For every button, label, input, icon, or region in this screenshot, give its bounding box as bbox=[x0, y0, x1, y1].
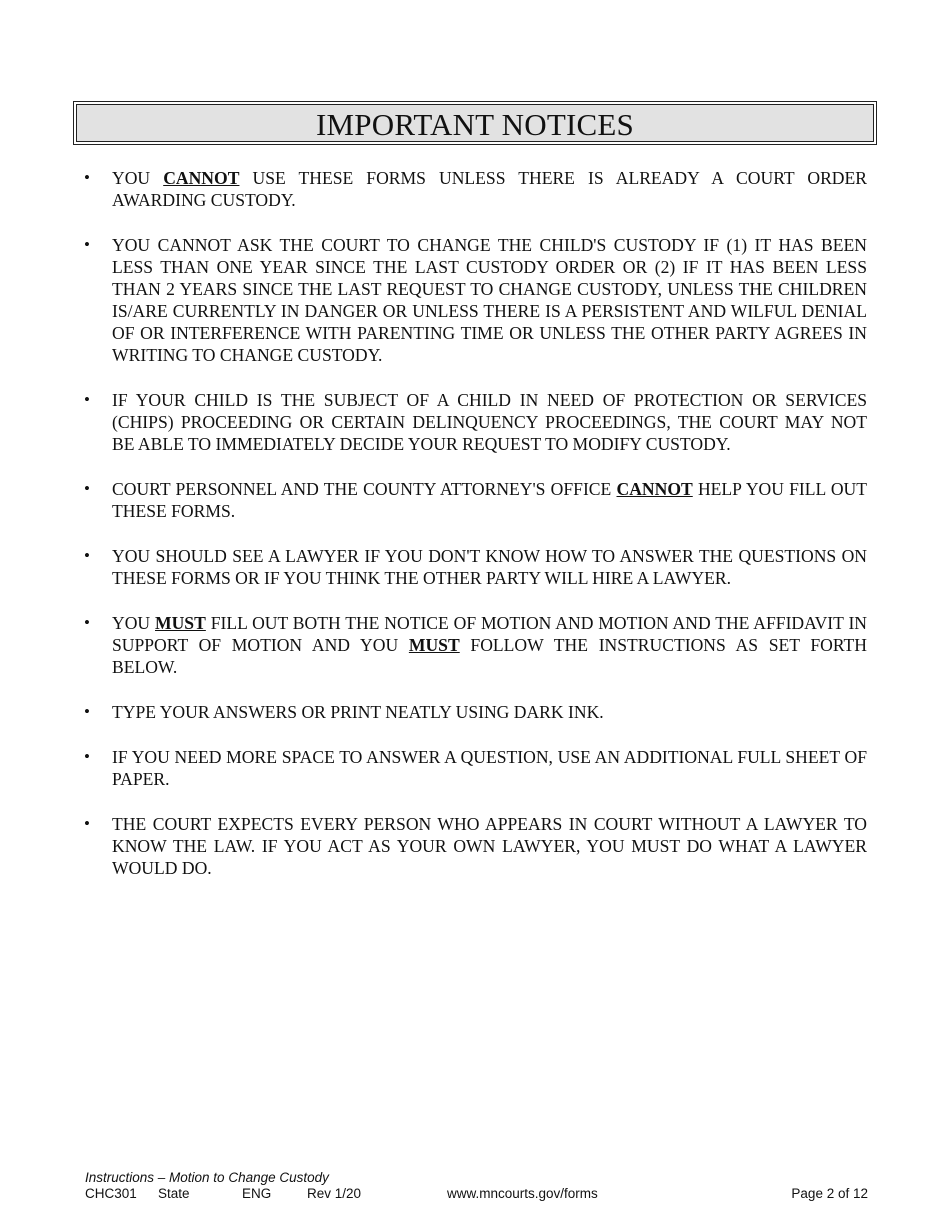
footer-form-title: Instructions – Motion to Change Custody bbox=[85, 1170, 329, 1185]
notices-title-box bbox=[73, 101, 877, 145]
notice-item: • TYPE YOUR ANSWERS OR PRINT NEATLY USING DARK INK. bbox=[84, 702, 604, 722]
page-title: IMPORTANT NOTICES bbox=[316, 106, 634, 142]
bullet-icon: • bbox=[84, 235, 90, 254]
notice-item: • COURT PERSONNEL AND THE COUNTY ATTORNEY'S OFFICE CANNOT HELP YOU FILL OUT THESE FORMS. bbox=[84, 479, 867, 521]
emphasis-must: MUST bbox=[155, 613, 206, 633]
footer-language: ENG bbox=[242, 1186, 272, 1201]
footer-website: www.mncourts.gov/forms bbox=[447, 1186, 598, 1201]
footer-info-row bbox=[85, 1186, 868, 1202]
bullet-icon: • bbox=[84, 613, 90, 632]
footer-revision: Rev 1/20 bbox=[307, 1186, 362, 1201]
emphasis-cannot: CANNOT bbox=[163, 168, 240, 188]
footer-jurisdiction: State bbox=[158, 1186, 190, 1201]
bullet-icon: • bbox=[84, 546, 90, 565]
emphasis-must: MUST bbox=[408, 635, 460, 655]
bullet-icon: • bbox=[84, 747, 90, 766]
notices-title-bar bbox=[76, 104, 874, 142]
notice-list bbox=[84, 167, 867, 902]
notice-item: • IF YOUR CHILD IS THE SUBJECT OF A CHILD IN NEED OF PROTECTION OR SERVICES (CHIPS) PROCEEDING OR CERTAIN DELINQUENCY PROCEEDINGS, THE COURT MAY NOT BE ABLE TO IMMEDIATELY DECIDE YOUR REQUEST TO MODIFY CUSTODY. bbox=[84, 390, 867, 454]
bullet-icon: • bbox=[84, 702, 90, 721]
footer-page-number: Page 2 of 12 bbox=[791, 1186, 868, 1201]
notice-item: • YOU CANNOT ASK THE COURT TO CHANGE THE CHILD'S CUSTODY IF (1) IT HAS BEEN LESS THAN ONE YEAR SINCE THE LAST CUSTODY ORDER OR (2) IF IT HAS BEEN LESS THAN 2 YEARS SINCE THE LAST REQUEST TO CHANGE CUSTODY, UNLESS THE CHILDREN IS/ARE CURRENTLY IN DANGER OR UNLESS THERE IS A PERSISTENT AND WILFUL DENIAL OF OR INTERFERENCE WITH PARENTING TIME OR UNLESS THE OTHER PARTY AGREES IN WRITING TO CHANGE CUSTODY. bbox=[84, 235, 867, 365]
notice-item: • IF YOU NEED MORE SPACE TO ANSWER A QUESTION, USE AN ADDITIONAL FULL SHEET OF PAPER. bbox=[84, 747, 867, 789]
bullet-icon: • bbox=[84, 390, 90, 409]
notice-item: • YOU CANNOT USE THESE FORMS UNLESS THERE IS ALREADY A COURT ORDER AWARDING CUSTODY. bbox=[84, 168, 867, 210]
footer-form-code: CHC301 bbox=[85, 1186, 137, 1201]
page-footer bbox=[85, 1170, 868, 1202]
emphasis-cannot: CANNOT bbox=[616, 479, 693, 499]
notice-item: • YOU MUST FILL OUT BOTH THE NOTICE OF MOTION AND MOTION AND THE AFFIDAVIT IN SUPPORT OF MOTION AND YOU MUST FOLLOW THE INSTRUCTIONS AS SET FORTH BELOW. bbox=[84, 613, 868, 677]
bullet-icon: • bbox=[84, 479, 90, 498]
bullet-icon: • bbox=[84, 168, 90, 187]
notice-item: • YOU SHOULD SEE A LAWYER IF YOU DON'T KNOW HOW TO ANSWER THE QUESTIONS ON THESE FORMS OR IF YOU THINK THE OTHER PARTY WILL HIRE A LAWYER. bbox=[84, 546, 867, 588]
notice-item: • THE COURT EXPECTS EVERY PERSON WHO APPEARS IN COURT WITHOUT A LAWYER TO KNOW THE LAW. IF YOU ACT AS YOUR OWN LAWYER, YOU MUST DO WHAT A LAWYER WOULD DO. bbox=[84, 814, 867, 878]
bullet-icon: • bbox=[84, 814, 90, 833]
